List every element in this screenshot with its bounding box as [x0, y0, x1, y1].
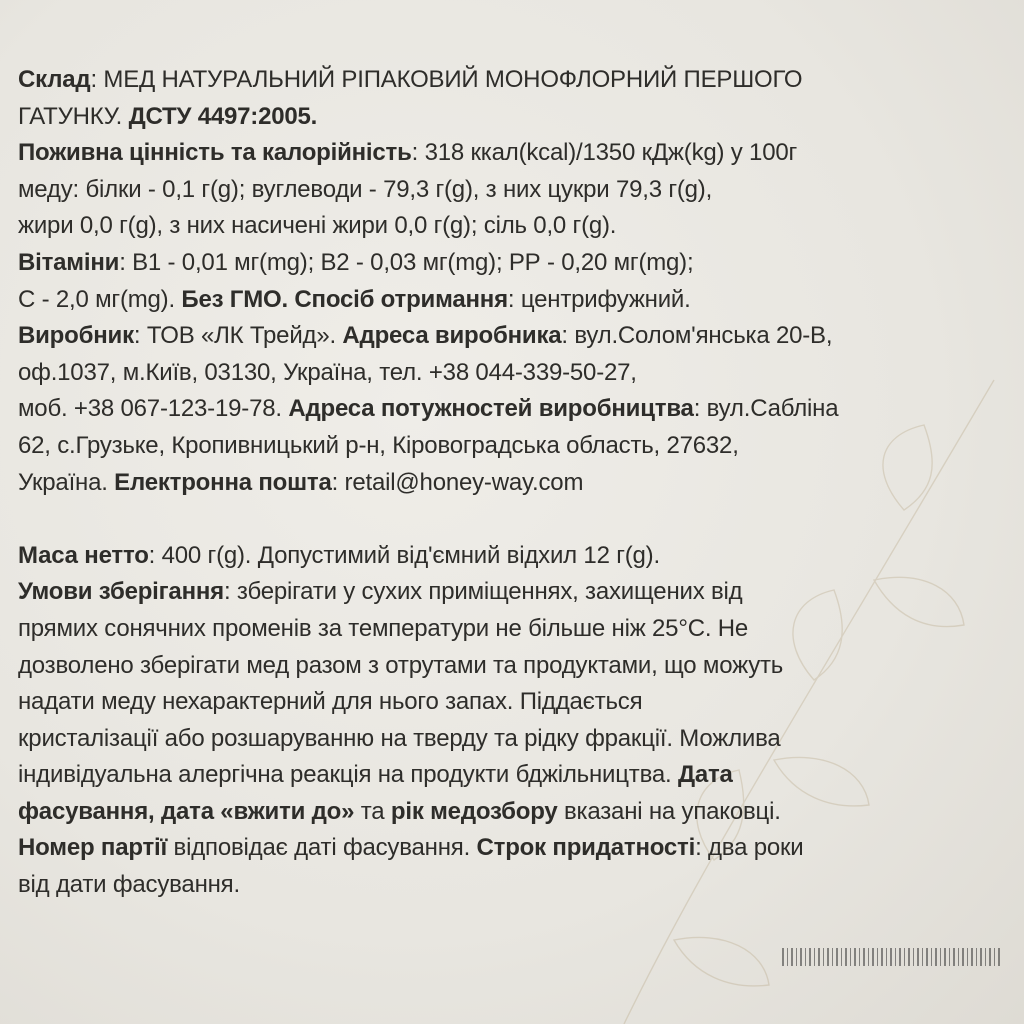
- nutrition-calories: : 318 ккал(kcal)/1350 кДж(kg) у 100г: [411, 139, 798, 167]
- nutrition-fats: жири 0,0 г(g), з них насичені жири 0,0 г(g); сіль 0,0 г(g).: [18, 212, 617, 240]
- harvest-label: рік медозбору: [390, 797, 558, 825]
- gmo-free: Без ГМО.: [181, 285, 288, 313]
- standard-code: ДСТУ 4497:2005.: [128, 102, 318, 130]
- composition-text-cont: ГАТУНКУ.: [18, 102, 129, 130]
- composition-line-1: [18, 62, 1008, 99]
- nutrition-line-1: [18, 135, 1008, 172]
- storage-text-6: індивідуальна алергічна реакція на продукти бджільництва.: [18, 761, 678, 789]
- composition-line-2: [18, 99, 1008, 136]
- facility-country: Україна.: [18, 468, 115, 496]
- storage-line-6: [18, 757, 1008, 794]
- storage-text-5: кристалізації або розшаруванню на тверду та рідку фракції. Можлива: [18, 724, 781, 752]
- nutrition-label: Поживна цінність та калорійність: [18, 139, 412, 167]
- producer-address-cont: оф.1037, м.Київ, 03130, Україна, тел. +38 044-339-50-27,: [18, 358, 637, 386]
- producer-address-label: Адреса виробника: [342, 322, 562, 350]
- barcode-fragment: [782, 948, 1002, 966]
- nutrition-line-2: [18, 172, 1008, 209]
- and-text: та: [354, 797, 391, 825]
- producer-line-3: [18, 391, 1008, 428]
- facility-address: : вул.Сабліна: [693, 395, 839, 423]
- facility-address-cont: 62, с.Грузьке, Кропивницький р-н, Кіровоградська область, 27632,: [18, 431, 739, 459]
- email-label: Електронна пошта: [114, 468, 332, 496]
- email-value: : retail@honey-way.com: [331, 468, 584, 496]
- storage-line-7: [18, 794, 1008, 831]
- producer-line-2: [18, 355, 1008, 392]
- producer-line-4: [18, 428, 1008, 465]
- producer-mobile: моб. +38 067-123-19-78.: [18, 395, 289, 423]
- composition-text: : МЕД НАТУРАЛЬНИЙ РІПАКОВИЙ МОНОФЛОРНИЙ ПЕРШОГО: [90, 66, 803, 93]
- batch-label: Номер партії: [18, 834, 168, 862]
- shelf-life-cont: від дати фасування.: [18, 871, 240, 899]
- composition-label: Склад: [18, 66, 91, 93]
- storage-text-3: дозволено зберігати мед разом з отрутами та продуктами, що можуть: [18, 651, 784, 679]
- pack-tail: вказані на упаковці.: [557, 797, 781, 825]
- nutrition-macros: меду: білки - 0,1 г(g); вуглеводи - 79,3 г(g), з них цукри 79,3 г(g),: [18, 175, 713, 203]
- mass-label: Маса нетто: [18, 541, 149, 569]
- producer-name: : ТОВ «ЛК Трейд».: [133, 322, 343, 350]
- shelf-life-value: : два роки: [695, 834, 804, 862]
- nutrition-line-3: [18, 208, 1008, 245]
- vitamins-line-2: [18, 282, 1008, 319]
- storage-line-3: [18, 648, 1008, 685]
- mass-line: [18, 538, 1008, 575]
- storage-text-1: : зберігати у сухих приміщеннях, захищених від: [223, 578, 743, 606]
- storage-label: Умови зберігання: [18, 578, 224, 606]
- vitamin-c: С - 2,0 мг(mg).: [18, 285, 182, 313]
- batch-line-1: [18, 830, 1008, 867]
- facility-label: Адреса потужностей виробництва: [288, 395, 694, 423]
- section-gap: [18, 501, 1008, 538]
- batch-text: відповідає даті фасування.: [167, 834, 477, 862]
- producer-label: Виробник: [18, 322, 134, 350]
- producer-address: : вул.Солом'янська 20-В,: [561, 322, 833, 350]
- producer-line-1: [18, 318, 1008, 355]
- vitamins-label: Вітаміни: [18, 248, 120, 276]
- pack-label: фасування, дата «вжити до»: [18, 797, 355, 825]
- vitamins-values: : В1 - 0,01 мг(mg); В2 - 0,03 мг(mg); РР - 0,20 мг(mg);: [119, 248, 694, 276]
- producer-line-5: [18, 465, 1008, 502]
- mass-value: : 400 г(g). Допустимий від'ємний відхил 12 г(g).: [148, 541, 660, 569]
- batch-line-2: [18, 867, 1008, 904]
- method-value: : центрифужний.: [507, 285, 691, 313]
- storage-line-5: [18, 721, 1008, 758]
- ingredients-text: [18, 62, 1008, 904]
- shelf-life-label: Строк придатності: [476, 834, 696, 862]
- storage-line-2: [18, 611, 1008, 648]
- storage-text-2: прямих сонячних променів за температури не більше ніж 25°С. Не: [18, 614, 749, 642]
- storage-line-4: [18, 684, 1008, 721]
- vitamins-line-1: [18, 245, 1008, 282]
- method-label: Спосіб отримання: [287, 285, 508, 313]
- storage-line-1: [18, 574, 1008, 611]
- date-label: Дата: [677, 761, 733, 789]
- storage-text-4: надати меду нехарактерний для нього запах. Піддається: [18, 688, 643, 716]
